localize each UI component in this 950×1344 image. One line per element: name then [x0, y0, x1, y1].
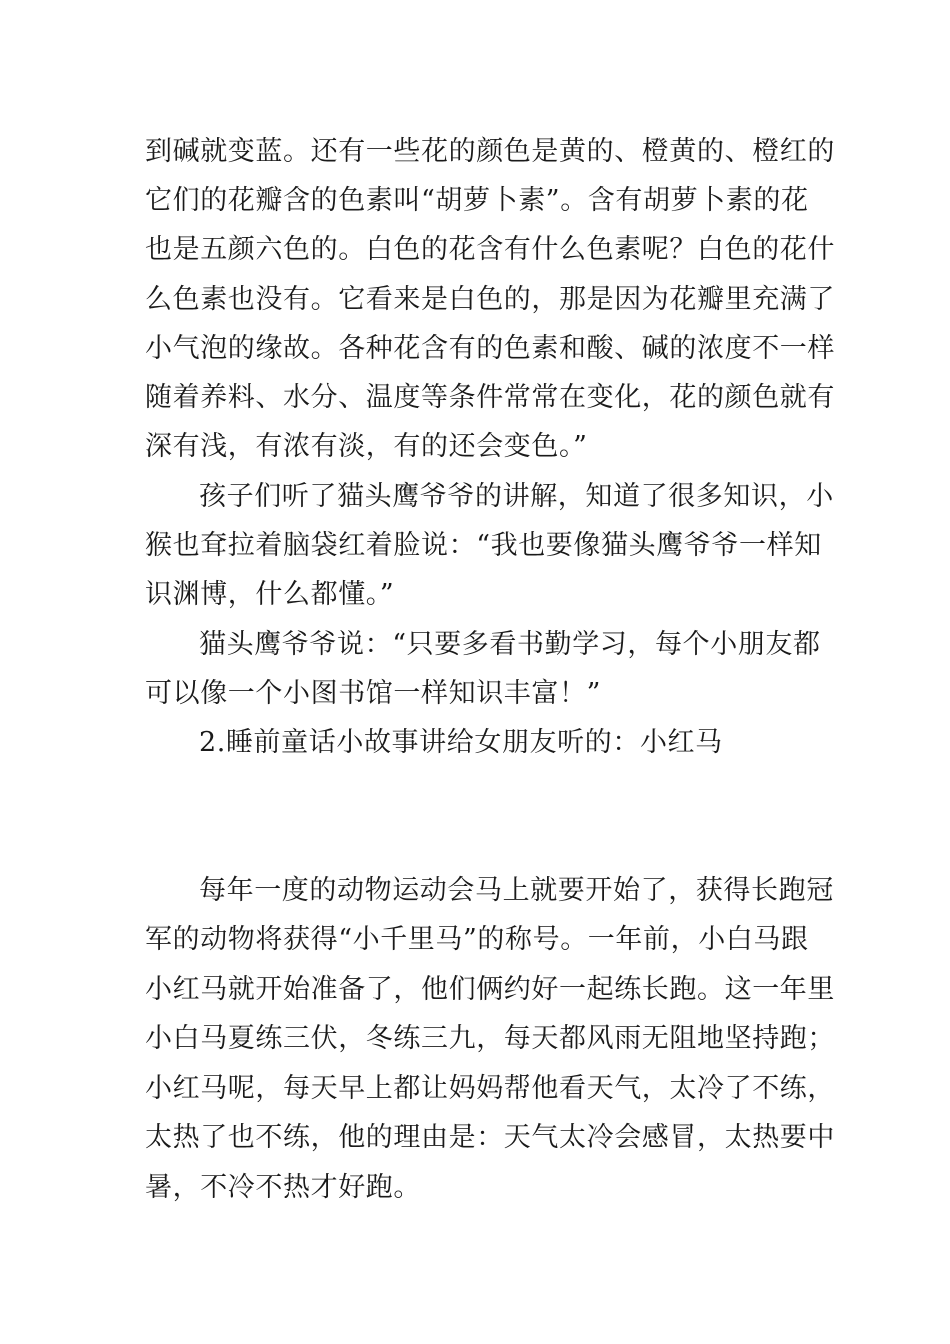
text-line: 到碱就变蓝。还有一些花的颜色是黄的、橙黄的、橙红的	[145, 136, 835, 167]
text-line: 太热了也不练，他的理由是：天气太冷会感冒，太热要中	[145, 1122, 835, 1153]
paragraph-first-line: 孩子们听了猫头鹰爷爷的讲解，知道了很多知识，小	[199, 481, 834, 512]
text-line: 也是五颜六色的。白色的花含有什么色素呢？白色的花什	[145, 234, 835, 265]
text-line: 它们的花瓣含的色素叫“胡萝卜素”。含有胡萝卜素的花	[145, 185, 809, 216]
paragraph-first-line: 猫头鹰爷爷说：“只要多看书勤学习，每个小朋友都	[199, 629, 821, 660]
text-line: 识渊博，什么都懂。”	[145, 579, 395, 610]
text-line: 暑，不冷不热才好跑。	[145, 1172, 421, 1203]
text-line: 小气泡的缘故。各种花含有的色素和酸、碱的浓度不一样	[145, 333, 835, 364]
text-line: 可以像一个小图书馆一样知识丰富！”	[145, 678, 602, 709]
text-line: 军的动物将获得“小千里马”的称号。一年前，小白马跟	[145, 924, 809, 955]
text-line: 小白马夏练三伏，冬练三九，每天都风雨无阻地坚持跑；	[145, 1023, 835, 1054]
paragraph-first-line: 每年一度的动物运动会马上就要开始了，获得长跑冠	[199, 875, 834, 906]
text-line: 么色素也没有。它看来是白色的，那是因为花瓣里充满了	[145, 284, 835, 315]
text-line: 深有浅，有浓有淡，有的还会变色。”	[145, 431, 588, 462]
text-line: 随着养料、水分、温度等条件常常在变化，花的颜色就有	[145, 382, 835, 413]
text-line: 小红马就开始准备了，他们俩约好一起练长跑。这一年里	[145, 974, 835, 1005]
section-heading: 2.睡前童话小故事讲给女朋友听的：小红马	[199, 727, 723, 758]
text-line: 小红马呢，每天早上都让妈妈帮他看天气，太冷了不练，	[145, 1073, 835, 1104]
text-line: 猴也耷拉着脑袋红着脸说：“我也要像猫头鹰爷爷一样知	[145, 530, 822, 561]
